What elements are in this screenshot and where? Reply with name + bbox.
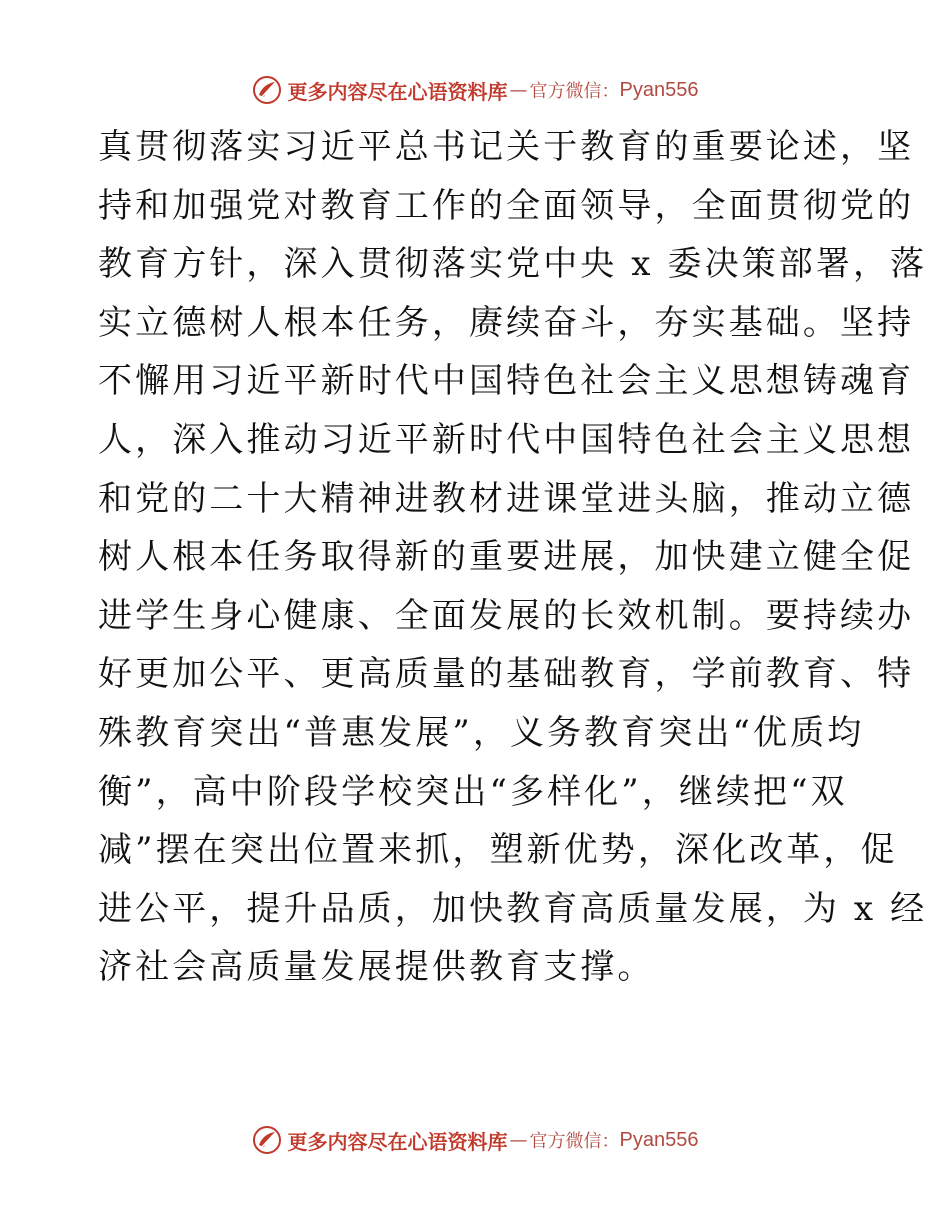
watermark-dash: — <box>509 1129 528 1151</box>
watermark-main-text: 更多内容尽在心语资料库 <box>287 1129 508 1154</box>
text-line: 树人根本任务取得新的重要进展，加快建立健全促 <box>98 537 915 578</box>
text-line: 殊教育突出“普惠发展”，义务教育突出“优质均 <box>98 712 865 753</box>
watermark-banner-bottom <box>0 1122 950 1158</box>
watermark-banner-top <box>0 72 950 108</box>
text-line: 人，深入推动习近平新时代中国特色社会主义思想 <box>98 419 915 460</box>
text-line: 减”摆在突出位置来抓，塑新优势，深化改革，促 <box>98 830 898 871</box>
text-line: 真贯彻落实习近平总书记关于教育的重要论述，坚 <box>98 127 915 167</box>
text-line: 济社会高质量发展提供教育支撑。 <box>98 947 655 988</box>
text-line: 和党的二十大精神进教材进课堂进头脑，推动立德 <box>98 478 915 519</box>
watermark-id-text: Pyan556 <box>619 1128 699 1151</box>
watermark-sub-text: 官方微信： <box>529 1131 620 1152</box>
text-line: 持和加强党对教育工作的全面领导，全面贯彻党的 <box>98 185 915 226</box>
text-line: 不懈用习近平新时代中国特色社会主义思想铸魂育 <box>98 361 915 402</box>
text-line: 教育方针，深入贯彻落实党中央 x 委决策部署，落 <box>98 244 928 285</box>
watermark-main-text: 更多内容尽在心语资料库 <box>287 79 508 104</box>
text-line: 进公平，提升品质，加快教育高质量发展，为 x 经 <box>98 888 928 929</box>
watermark-id-text: Pyan556 <box>619 78 699 101</box>
text-line: 衡”，高中阶段学校突出“多样化”，继续把“双 <box>98 771 848 812</box>
document-body <box>98 118 928 997</box>
watermark-logo-icon <box>252 75 282 105</box>
watermark-logo-icon <box>252 1125 282 1155</box>
text-line: 实立德树人根本任务，赓续奋斗，夯实基础。坚持 <box>98 302 915 343</box>
text-line: 进学生身心健康、全面发展的长效机制。要持续办 <box>98 595 915 636</box>
watermark-sub-text: 官方微信： <box>529 81 620 102</box>
watermark-dash: — <box>509 79 528 101</box>
text-line: 好更加公平、更高质量的基础教育，学前教育、特 <box>98 654 915 695</box>
